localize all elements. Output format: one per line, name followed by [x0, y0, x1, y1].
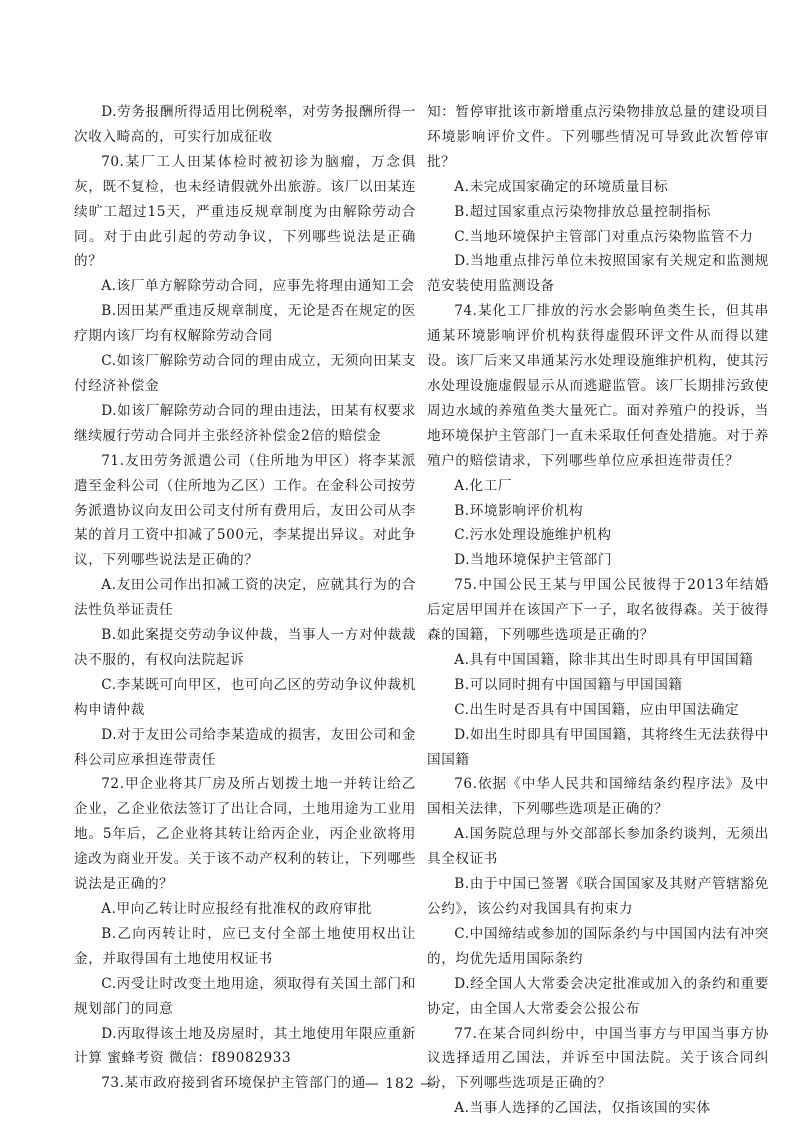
option-73-d: D.当地重点排污单位未按照国家有关规定和监测规范安装使用监测设备	[427, 253, 769, 295]
right-column	[427, 100, 769, 1121]
option-70-c: C.如该厂解除劳动合同的理由成立，无须向田某支付经济补偿金	[74, 353, 416, 394]
option-76-c: C.中国缔结或参加的国际条约与中国国内法有冲突的，均优先适用国际条约	[427, 925, 769, 967]
option-75-b: B.可以同时拥有中国国籍与甲国国籍	[454, 676, 683, 693]
left-column	[74, 100, 416, 1096]
option-74-a: A.化工厂	[454, 477, 513, 494]
option-74-c: C.污水处理设施维护机构	[454, 527, 612, 544]
option-72-b: B.乙向丙转让时，应已支付全部土地使用权出让金，并取得国有土地使用权证书	[74, 925, 416, 967]
option-71-b: B.如此案提交劳动争议仲裁，当事人一方对仲裁裁决不服的，有权向法院起诉	[74, 627, 416, 668]
question-73: 73.某市政府接到省环境保护主管部门的通	[101, 1075, 366, 1092]
option-75-a: A.具有中国国籍，除非其出生时即具有甲国国籍	[454, 651, 754, 668]
option-75-d: D.如出生时即具有甲国国籍，其将终生无法获得中国国籍	[427, 726, 769, 768]
option-75-c: C.出生时是否具有中国国籍，应由甲国法确定	[454, 701, 740, 718]
question-75: 75.中国公民王某与甲国公民彼得于2013年结婚后定居甲国并在该国产下一子，取名彼得森。关于彼得森的国籍，下列哪些选项是正确的？	[427, 577, 769, 644]
option-74-d: D.当地环境保护主管部门	[454, 552, 613, 569]
page-number: — 182 —	[364, 1076, 436, 1092]
option-71-a: A.友田公司作出扣减工资的决定，应就其行为的合法性负举证责任	[74, 577, 416, 619]
option-72-a: A.甲向乙转让时应报经有批准权的政府审批	[101, 901, 373, 917]
option-76-b: B.由于中国已签署《联合国国家及其财产管辖豁免公约》，该公约对我国具有拘束力	[427, 876, 769, 917]
option-72-c: C.丙受让时改变土地用途，须取得有关国土部门和规划部门的同意	[74, 975, 416, 1017]
option-70-a: A.该厂单方解除劳动合同，应事先将理由通知工会	[101, 278, 415, 295]
question-72: 72.甲企业将其厂房及所占划拨土地一并转让给乙企业，乙企业依法签订了出让合同，土地用途为工业用地。5年后，乙企业将其转让给丙企业，丙企业欲将用途改为商业开发。关于该不动产权利的转让，下列哪些说法是正确的？	[74, 776, 416, 893]
option-77-a: A.当事人选择的乙国法，仅指该国的实体	[454, 1100, 711, 1117]
option-71-c: C.李某既可向甲区，也可向乙区的劳动争议仲裁机构申请仲裁	[74, 676, 416, 718]
option-76-a: A.国务院总理与外交部部长参加条约谈判，无须出具全权证书	[427, 826, 769, 868]
option-73-a: A.未完成国家确定的环境质量目标	[454, 178, 669, 195]
option-71-d: D.对于友田公司给李某造成的损害，友田公司和金科公司应承担连带责任	[74, 726, 416, 768]
option-70-d: D.如该厂解除劳动合同的理由违法，田某有权要求继续履行劳动合同并主张经济补偿金2倍的赔偿金	[74, 402, 416, 444]
question-71: 71.友田劳务派遣公司（住所地为甲区）将李某派遣至金科公司（住所地为乙区）工作。在金科公司按劳务派遣协议向友田公司支付所有费用后，友田公司从李某的首月工资中扣减了500元，李某提出异议。对此争议，下列哪些说法是正确的？	[74, 452, 416, 569]
question-73-continued: 知：暂停审批该市新增重点污染物排放总量的建设项目环境影响评价文件。下列哪些情况可导致此次暂停审批？	[427, 104, 769, 170]
question-74: 74.某化工厂排放的污水会影响鱼类生长，但其串通某环境影响评价机构获得虚假环评文件从而得以建设。该厂后来又串通某污水处理设施维护机构，使其污水处理设施虚假显示从而逃避监管。该厂长期排污致使周边水域的养殖鱼类大量死亡。面对养殖户的投诉，当地环境保护主管部门一直未采取任何查处措施。对于养殖户的赔偿请求，下列哪些单位应承担连带责任？	[427, 303, 769, 469]
question-77: 77.在某合同纠纷中，中国当事方与甲国当事方协议选择适用乙国法，并诉至中国法院。关于该合同纠纷，下列哪些选项是正确的？	[427, 1025, 769, 1092]
paragraph: D.劳务报酬所得适用比例税率，对劳务报酬所得一次收入畸高的，可实行加成征收	[74, 104, 416, 145]
option-73-b: B.超过国家重点污染物排放总量控制指标	[454, 203, 711, 220]
option-74-b: B.环境影响评价机构	[454, 502, 584, 519]
option-72-d: D.丙取得该土地及房屋时，其土地使用年限应重新计算 蜜蜂考资 微信：f89082933	[74, 1025, 416, 1067]
question-70: 70.某厂工人田某体检时被初诊为脑瘤，万念俱灰，既不复检，也未经请假就外出旅游。该厂以田某连续旷工超过15天，严重违反规章制度为由解除劳动合同。对于由此引起的劳动争议，下列哪些说法是正确的？	[74, 153, 416, 270]
option-76-d: D.经全国人大常委会决定批准或加入的条约和重要协定，由全国人大常委会公报公布	[427, 975, 769, 1017]
option-70-b: B.因田某严重违反规章制度，无论是否在规定的医疗期内该厂均有权解除劳动合同	[74, 303, 416, 345]
question-76: 76.依据《中华人民共和国缔结条约程序法》及中国相关法律，下列哪些选项是正确的？	[427, 776, 769, 818]
option-73-c: C.当地环境保护主管部门对重点污染物监管不力	[454, 228, 754, 245]
